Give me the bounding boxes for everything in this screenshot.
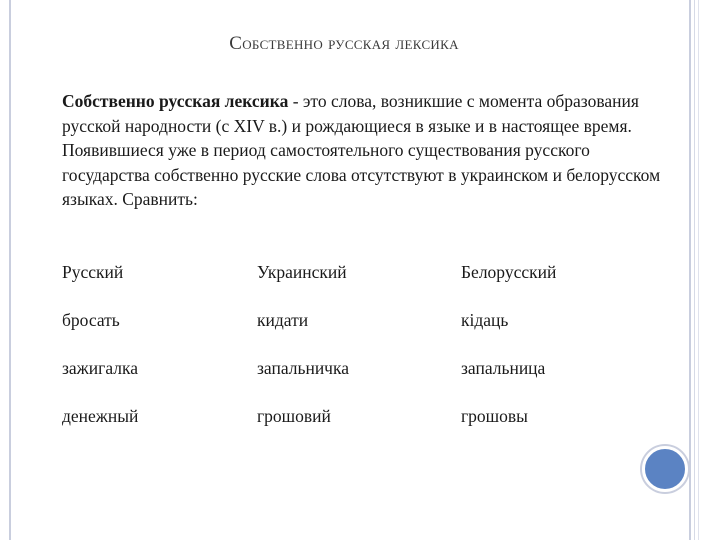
definition-term: Собственно русская лексика — [62, 91, 289, 111]
header-belarusian: Белорусский — [461, 262, 557, 282]
comparison-table — [62, 262, 662, 454]
cell-russian: денежный — [62, 406, 139, 426]
header-ukrainian: Украинский — [257, 262, 347, 282]
table-row — [62, 406, 662, 454]
frame-right-line-inner — [694, 0, 695, 540]
definition-text: - это слова, возникшие с момента образования русской народности (с XIV в.) и рождающиеся в языке и в настоящее время. — [62, 91, 639, 136]
frame-right-line — [689, 0, 691, 540]
cell-belarusian: кідаць — [461, 310, 509, 330]
frame-right-line-inner2 — [698, 0, 699, 540]
cell-ukrainian: кидати — [257, 310, 309, 330]
cell-ukrainian: грошовий — [257, 406, 331, 426]
cell-belarusian: грошовы — [461, 406, 528, 426]
frame-left-line — [9, 0, 11, 540]
cell-russian: зажигалка — [62, 358, 138, 378]
comparison-paragraph: Появившиеся уже в период самостоятельного существования русского государства собственно русские слова отсутствуют в украинском и белорусском языках. Сравнить: — [62, 140, 661, 209]
header-russian: Русский — [62, 262, 124, 282]
slide-title — [0, 33, 700, 55]
cell-ukrainian: запальничка — [257, 358, 349, 378]
title-rest: обственно русская лексика — [242, 33, 459, 54]
cell-russian: бросать — [62, 310, 120, 330]
table-row — [62, 310, 662, 358]
table-header-row — [62, 262, 662, 310]
table-row — [62, 358, 662, 406]
title-first-letter: С — [229, 33, 243, 54]
definition-paragraph — [62, 89, 662, 138]
slide-body — [62, 89, 662, 212]
cell-belarusian: запальница — [461, 358, 546, 378]
